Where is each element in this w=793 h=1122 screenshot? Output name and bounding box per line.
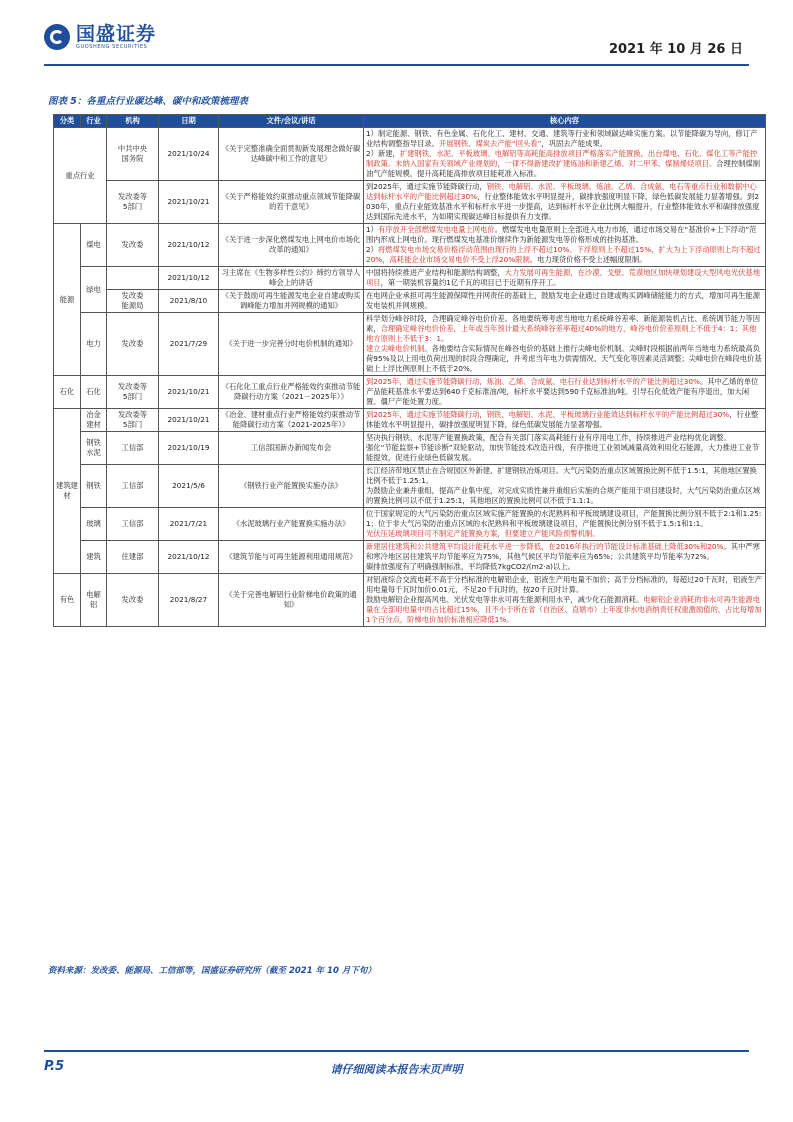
cell-date: 2021/5/6 (159, 465, 219, 508)
cell-content (364, 432, 766, 465)
cell-content (364, 508, 766, 541)
cell-category: 有色 (54, 574, 81, 627)
cell-org: 工信部 (107, 508, 159, 541)
col-header-category: 分类 (54, 115, 81, 128)
cell-content (364, 465, 766, 508)
content-text: 。 (440, 334, 449, 343)
cell-industry: 冶金 建材 (81, 409, 107, 432)
cell-doc: 工信部国新办新闻发布会 (219, 432, 364, 465)
content-text: 对铝液综合交流电耗不高于分档标准的电解铝企业，铝液生产用电量不加价；高于分档标准的，每超过20千瓦时，铝液生产用电量每千瓦时加价0.01元，不足20千瓦时的，按20千瓦时计算。 (366, 575, 763, 594)
content-text: 1） (366, 225, 378, 234)
cell-content (364, 409, 766, 432)
content-text: 科学划分峰谷时段，合理确定峰谷电价价差。各地要统筹考虑当地电力系统峰谷差率、新能源装机占比、系统调节能力等因素， (366, 314, 761, 333)
content-text: 长江经济带地区禁止在合规园区外新建、扩建钢铁冶炼项目。大气污染防治重点区域置换比例不低于1.5:1，其他地区置换比例不低于1.25:1。 (366, 466, 757, 485)
col-header-doc: 文件/会议/讲话 (219, 115, 364, 128)
col-header-date: 日期 (159, 115, 219, 128)
header-divider (44, 64, 749, 66)
cell-category: 重点行业 (54, 128, 107, 224)
table-row (54, 465, 766, 508)
content-text: 。燃煤发电电量原则上全部进入电力市场，通过市场交易在“基准价+上下浮动”范围内形成上网电价。现行燃煤发电基准价继续作为新能源发电等价格形成的挂钩基准。 (366, 225, 757, 244)
cell-industry: 电力 (81, 313, 107, 376)
table-row (54, 313, 766, 376)
cell-industry: 煤电 (81, 224, 107, 267)
cell-org: 工信部 (107, 432, 159, 465)
content-text: 强化“节能监察+节能诊断”双轮驱动，加快节能技术改造升级，有序推进工业领域减量高效利用化石能源，大力推进工业节能提效，促进行业绿色低碳发展。 (366, 443, 760, 462)
cell-industry: 建筑 (81, 541, 107, 574)
highlighted-text: 建立尖峰电价机制 (366, 344, 425, 353)
logo-icon (44, 24, 70, 50)
cell-doc: 《钢铁行业产能置换实施办法》 (219, 465, 364, 508)
table-row (54, 267, 766, 290)
cell-content (364, 574, 766, 627)
cell-doc: 《关于完善电解铝行业阶梯电价政策的通知》 (219, 574, 364, 627)
content-text: 合理控制煤制油气产能规模，提升高耗能高排放项目能耗准入标准。 (366, 159, 761, 178)
cell-category: 石化 (54, 376, 81, 409)
cell-doc: 《建筑节能与可再生能源利用通用规范》 (219, 541, 364, 574)
content-text: ，行业整体能效水平明显提升，碳排放强度明显下降，绿色低碳发展能力显著增强。 (366, 410, 759, 429)
table-row (54, 128, 766, 181)
page-number: P.5 (44, 1059, 65, 1074)
content-text: 坚决执行钢铁、水泥等产能置换政策，配合有关部门落实高耗能行业有序用电工作，持续推进产业结构优化调整。 (366, 433, 731, 442)
cell-doc: 《关于鼓励可再生能源发电企业自建或购买调峰能力增加并网规模的通知》 (219, 290, 364, 313)
col-header-industry: 行业 (81, 115, 107, 128)
cell-doc: 《冶金、建材重点行业严格能效约束推动节能降碳行动方案（2021-2025年）》 (219, 409, 364, 432)
cell-org: 发改委等 5部门 (107, 181, 159, 224)
content-text: ，巩固去产能成果。 (541, 139, 608, 148)
cell-date: 2021/10/12 (159, 541, 219, 574)
content-text: 。电力现货价格不受上述幅度限制。 (529, 255, 647, 264)
brand-name: 国盛证券 (76, 23, 157, 45)
cell-date: 2021/10/21 (159, 409, 219, 432)
cell-date: 2021/10/19 (159, 432, 219, 465)
cell-org: 工信部 (107, 465, 159, 508)
cell-org: 发改委 (107, 224, 159, 267)
table-row (54, 541, 766, 574)
report-date: 2021 年 10 月 26 日 (609, 42, 743, 57)
cell-date: 2021/7/21 (159, 508, 219, 541)
cell-org: 住建部 (107, 541, 159, 574)
highlighted-text: 大力发展可再生能源，在沙漠、戈壁、荒漠地区加快规划建设大型风电光伏基地项目 (366, 268, 761, 287)
cell-industry: 玻璃 (81, 508, 107, 541)
cell-category: 建筑建材 (54, 409, 81, 574)
content-text: 2） (366, 245, 378, 254)
cell-org (107, 267, 159, 290)
content-text: 鼓励电解铝企业提高风电、光伏发电等非水可再生能源利用水平，减少化石能源消耗。 (366, 595, 644, 604)
source-note: 资料来源：发改委、能源局、工信部等，国盛证券研究所（截至 2021 年 10 月下旬） (48, 966, 376, 976)
content-text: 位于国家规定的大气污染防治重点区域实施产能置换的水泥熟料和平板玻璃建设项目，产能置换比例分别不低于2:1和1.25:1；位于非大气污染防治重点区域的水泥熟料和平板玻璃建设项目，产能置换比例分别不低于1.5:1和1:1。 (366, 509, 762, 528)
content-text: 。其中乙烯的单位产品能耗基准水平要达到640千克标准油/吨，标杆水平要达到590千克标准油/吨。引导石化低效产能有序退出，加大闲置、僵尸产能处置力度。 (366, 377, 759, 406)
cell-content (364, 181, 766, 224)
cell-doc: 《关于完整准确全面贯彻新发展理念做好碳达峰碳中和工作的意见》 (219, 128, 364, 181)
cell-date: 2021/8/27 (159, 574, 219, 627)
content-text: 1）制定能源、钢铁、有色金属、石化化工、建材、交通、建筑等行业和领域碳达峰实施方案。以节能降碳为导向，修订产业结构调整指导目录。 (366, 129, 758, 148)
table-row (54, 290, 766, 313)
content-text: 碳排放强度有了明确强制标准，平均降低7kgCO2/(m2·a)以上。 (366, 562, 575, 571)
content-text: ，行业整体能效水平明显提升，碳排放强度明显下降，绿色低碳发展能力显著增强。到2030年，重点行业能效基准水平和标杆水平进一步提高，达到标杆水平企业比例大幅提升，行业整体能效水平和碳排放强度达到国际先进水平，为如期实现碳达峰目标提供有力支撑。 (366, 192, 760, 221)
cell-industry: 钢铁 水泥 (81, 432, 107, 465)
cell-content (364, 376, 766, 409)
cell-category: 能源 (54, 224, 81, 376)
cell-org: 发改委 (107, 574, 159, 627)
cell-date: 2021/8/10 (159, 290, 219, 313)
cell-content (364, 290, 766, 313)
cell-content (364, 267, 766, 290)
cell-doc: 《关于进一步完善分时电价机制的通知》 (219, 313, 364, 376)
cell-content (364, 224, 766, 267)
content-text: 在电网企业承担可再生能源保障性并网责任的基础上，鼓励发电企业通过自建或购买调峰储能能力的方式，增加可再生能源发电装机并网规模。 (366, 291, 761, 310)
cell-doc: 《水泥玻璃行业产能置换实施办法》 (219, 508, 364, 541)
highlighted-text: 新建居住建筑和公共建筑平均设计能耗水平进一步降低，在2016年执行的节能设计标准基础上降低30%和20% (366, 542, 724, 551)
highlighted-text: 有序放开全部燃煤发电电量上网电价 (377, 225, 495, 234)
cell-industry: 石化 (81, 376, 107, 409)
brand-name-en: GUOSHENG SECURITIES (76, 44, 148, 50)
table-row (54, 181, 766, 224)
content-text: 到2025年，通过实施节能降碳行动， (366, 182, 487, 191)
policy-table (53, 114, 766, 627)
content-text: ，第一期装机容量约1亿千瓦的项目已于近期有序开工。 (380, 278, 561, 287)
cell-doc: 习主席在《生物多样性公约》缔约方领导人峰会上的讲话 (219, 267, 364, 290)
table-row (54, 409, 766, 432)
content-text: 中国将持续推进产业结构和能源结构调整， (366, 268, 505, 277)
cell-content (364, 541, 766, 574)
highlighted-text: 将燃煤发电市场交易价格浮动范围由现行的上浮不超过10%、下浮原则上不超过15%，扩大为上下浮动原则上均不超过20%，高耗能企业市场交易电价不受上浮20%限制 (366, 245, 761, 264)
highlighted-text: 开展钢铁、煤炭去产能“回头看” (438, 139, 542, 148)
cell-doc: 《关于严格能效约束推动重点领域节能降碳的若干意见》 (219, 181, 364, 224)
figure-caption: 图表 5：各重点行业碳达峰、碳中和政策梳理表 (48, 96, 248, 107)
highlighted-text: 合理确定峰谷电价价差，上年或当年预计最大系统峰谷差率超过40%的地方，峰谷电价价差原则上不低于4：1；其他地方原则上不低于3：1 (366, 324, 757, 343)
cell-industry: 钢铁 (81, 465, 107, 508)
cell-content (364, 313, 766, 376)
cell-org: 发改委等 5部门 (107, 409, 159, 432)
highlighted-text: 到2025年，通过实施节能降碳行动，钢铁、电解铝、水泥、平板玻璃行业能效达到标杆水平的产能比例超过30% (366, 410, 730, 419)
cell-date: 2021/10/12 (159, 224, 219, 267)
highlighted-text: 光伏压延玻璃项目可不制定产能置换方案，但要建立产能风险预警机制。 (366, 529, 600, 538)
cell-org: 发改委 能源局 (107, 290, 159, 313)
table-row (54, 224, 766, 267)
table-row (54, 432, 766, 465)
cell-doc: 《关于进一步深化燃煤发电上网电价市场化改革的通知》 (219, 224, 364, 267)
content-text: 。其中严寒和寒冷地区居住建筑平均节能率应为75%，其他气候区平均节能率应为65%；公共建筑平均节能率为72%。 (366, 542, 760, 561)
table-row (54, 376, 766, 409)
cell-org: 发改委 (107, 313, 159, 376)
cell-date: 2021/10/12 (159, 267, 219, 290)
cell-date: 2021/7/29 (159, 313, 219, 376)
content-text: 。各地要结合实际情况在峰谷电价的基础上推行尖峰电价机制。尖峰时段根据前两年当地电力系统最高负荷95%及以上用电负荷出现的时段合理确定，并考虑当年电力供需情况、天气变化等因素灵活调整；尖峰电价在峰段电价基础上上浮比例原则上不低于20%。 (366, 344, 762, 373)
cell-date: 2021/10/21 (159, 181, 219, 224)
table-header-row (54, 115, 766, 128)
cell-doc: 《石化化工重点行业严格能效约束推动节能降碳行动方案（2021－2025年）》 (219, 376, 364, 409)
disclaimer: 请仔细阅读本报告末页声明 (330, 1063, 463, 1076)
table-row (54, 574, 766, 627)
cell-industry: 绿电 (81, 267, 107, 313)
cell-industry: 电解 铝 (81, 574, 107, 627)
highlighted-text: 钢铁、电解铝、水泥、平板玻璃、炼油、乙烯、合成氨、电石等重点行业和数据中心达到标杆水平的产能比例超过30% (366, 182, 757, 201)
table-row (54, 508, 766, 541)
brand-logo (44, 24, 156, 50)
cell-org: 发改委等 5部门 (107, 376, 159, 409)
highlighted-text: 到2025年，通过实施节能降碳行动，炼油、乙烯、合成氨、电石行业达到标杆水平的产能比例超过30% (366, 377, 700, 386)
cell-date: 2021/10/21 (159, 376, 219, 409)
cell-date: 2021/10/24 (159, 128, 219, 181)
cell-org: 中共中央 国务院 (107, 128, 159, 181)
footer-divider (44, 1050, 749, 1052)
cell-content (364, 128, 766, 181)
content-text: 为鼓励企业兼并重组，提高产业集中度，对完成实质性兼并重组后实施的合规产能用于项目建设时，大气污染防治重点区域的置换比例可以不低于1.25:1，其他地区的置换比例可以不低于1.1:1。 (366, 486, 761, 505)
highlighted-text: 扩建钢铁、水泥、平板玻璃、电解铝等高耗能高排放项目严格落实产能置换，出台煤电、石化、煤化工等产能控制政策。未纳入国家有关领域产业规划的，一律不得新建改扩建炼油和新建乙烯、对二甲苯、煤制烯烃项目。 (366, 149, 758, 168)
highlighted-text: 电解铝企业消耗的非水可再生能源电量在全部用电量中的占比超过15%，且不小于所在省（自治区、直辖市）上年度非水电消纳责任权重激励值的，占比每增加1个百分点，阶梯电价加价标准相应降低1%。 (366, 595, 762, 624)
col-header-org: 机构 (107, 115, 159, 128)
content-text: 2）新建， (366, 149, 400, 158)
col-header-content: 核心内容 (364, 115, 766, 128)
